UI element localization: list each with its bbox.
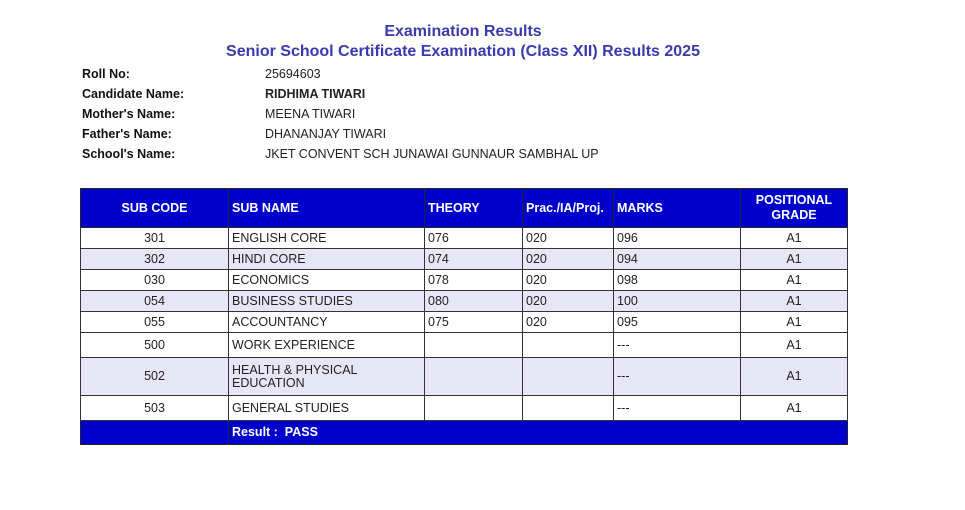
result-row [81, 421, 848, 445]
sub-name: WORK EXPERIENCE [229, 333, 425, 358]
marks: 095 [614, 312, 741, 333]
result-cell [229, 421, 848, 445]
header-practical: Prac./IA/Proj. [523, 189, 614, 228]
practical [523, 333, 614, 358]
grade: A1 [741, 312, 848, 333]
practical [523, 358, 614, 396]
table-header-row [81, 189, 848, 228]
sub-name: GENERAL STUDIES [229, 396, 425, 421]
page-subtitle: Senior School Certificate Examination (Class XII) Results 2025 [226, 43, 700, 60]
status-icons [823, 0, 953, 3]
marks: --- [614, 333, 741, 358]
sub-name: ACCOUNTANCY [229, 312, 425, 333]
sub-code: 500 [81, 333, 229, 358]
candidate-info [82, 64, 599, 164]
table-row [81, 358, 848, 396]
result-value: PASS [284, 425, 318, 439]
header-sub-name: SUB NAME [229, 189, 425, 228]
theory: 080 [425, 291, 523, 312]
name-value: RIDHIMA TIWARI [265, 87, 366, 101]
practical: 020 [523, 228, 614, 249]
grade: A1 [741, 228, 848, 249]
marks: 100 [614, 291, 741, 312]
school-row [82, 144, 599, 164]
marks: 098 [614, 270, 741, 291]
roll-row [82, 64, 599, 84]
sub-name: ECONOMICS [229, 270, 425, 291]
table-row [81, 396, 848, 421]
result-spacer [81, 421, 229, 445]
top-status-strip [0, 0, 965, 6]
theory: 074 [425, 249, 523, 270]
marks: --- [614, 358, 741, 396]
grade: A1 [741, 270, 848, 291]
theory [425, 396, 523, 421]
marks: 094 [614, 249, 741, 270]
theory: 075 [425, 312, 523, 333]
roll-label: Roll No: [82, 67, 130, 81]
father-label: Father's Name: [82, 127, 172, 141]
theory [425, 333, 523, 358]
theory: 078 [425, 270, 523, 291]
practical: 020 [523, 291, 614, 312]
school-value: JKET CONVENT SCH JUNAWAI GUNNAUR SAMBHAL UP [265, 147, 599, 161]
marks: 096 [614, 228, 741, 249]
header-marks: MARKS [614, 189, 741, 228]
grade: A1 [741, 249, 848, 270]
practical [523, 396, 614, 421]
sub-code: 054 [81, 291, 229, 312]
grade: A1 [741, 333, 848, 358]
marks: --- [614, 396, 741, 421]
table-row [81, 228, 848, 249]
table-row [81, 249, 848, 270]
header-sub-code: SUB CODE [81, 189, 229, 228]
result-label: Result : [232, 425, 278, 439]
name-row [82, 84, 599, 104]
sub-name: BUSINESS STUDIES [229, 291, 425, 312]
father-value: DHANANJAY TIWARI [265, 127, 387, 141]
sub-name: HINDI CORE [229, 249, 425, 270]
mother-label: Mother's Name: [82, 107, 176, 121]
table-row [81, 291, 848, 312]
table-row [81, 270, 848, 291]
sub-code: 301 [81, 228, 229, 249]
practical: 020 [523, 312, 614, 333]
page-title: Examination Results [384, 23, 542, 40]
theory [425, 358, 523, 396]
header-grade: POSITIONAL GRADE [741, 189, 848, 228]
table-row [81, 312, 848, 333]
sub-code: 302 [81, 249, 229, 270]
table-row [81, 333, 848, 358]
grade: A1 [741, 358, 848, 396]
practical: 020 [523, 270, 614, 291]
sub-code: 030 [81, 270, 229, 291]
grade: A1 [741, 291, 848, 312]
roll-value: 25694603 [265, 67, 321, 81]
grade: A1 [741, 396, 848, 421]
father-row [82, 124, 599, 144]
sub-name: HEALTH & PHYSICAL EDUCATION [229, 358, 425, 396]
school-label: School's Name: [82, 147, 176, 161]
name-label: Candidate Name: [82, 87, 185, 101]
header-theory: THEORY [425, 189, 523, 228]
mother-row [82, 104, 599, 124]
theory: 076 [425, 228, 523, 249]
sub-code: 055 [81, 312, 229, 333]
sub-name: ENGLISH CORE [229, 228, 425, 249]
mother-value: MEENA TIWARI [265, 107, 356, 121]
sub-code: 503 [81, 396, 229, 421]
practical: 020 [523, 249, 614, 270]
results-table [80, 188, 848, 445]
page-header [0, 22, 926, 62]
sub-code: 502 [81, 358, 229, 396]
